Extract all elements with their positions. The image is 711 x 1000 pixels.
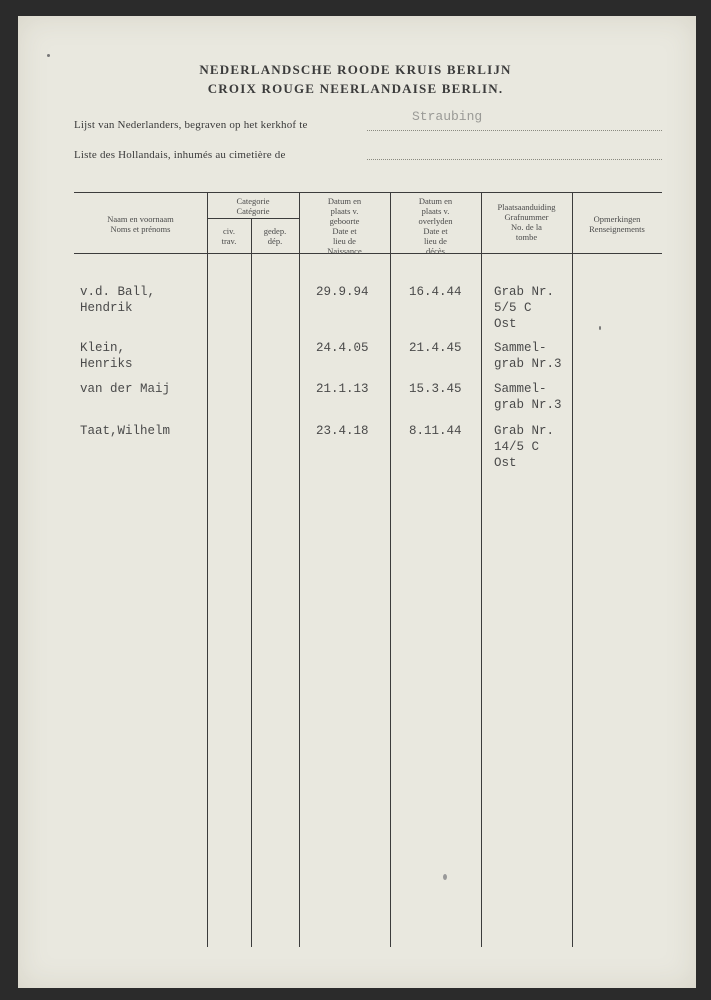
cemetery-label-dutch: Lijst van Nederlanders, begraven op het kerkhof te xyxy=(74,119,308,131)
cemetery-dotted-line-2 xyxy=(367,159,662,160)
header-remarks: Opmerkingen Renseignements xyxy=(589,214,645,234)
row-4-name: Taat,Wilhelm xyxy=(80,424,171,438)
row-3-grave: Sammel- grab Nr.3 xyxy=(494,382,562,412)
column-divider xyxy=(299,192,300,947)
row-4-grave: Grab Nr. 14/5 C Ost xyxy=(494,424,555,470)
header-gedep: gedep. dép. xyxy=(263,226,287,246)
row-2-grave: Sammel- grab Nr.3 xyxy=(494,341,562,371)
column-divider xyxy=(207,192,208,947)
header-death: Datum en plaats v. overlyden Date et lieu de décès xyxy=(418,196,453,256)
header-grave: Plaatsaanduiding Grafnummer No. de la tombe xyxy=(497,202,556,242)
row-1-death: 16.4.44 xyxy=(409,285,462,299)
cemetery-dotted-line xyxy=(367,130,662,131)
column-divider xyxy=(390,192,391,947)
column-divider xyxy=(481,192,482,947)
row-1-birth: 29.9.94 xyxy=(316,285,369,299)
row-2-birth: 24.4.05 xyxy=(316,341,369,355)
cemetery-label-french: Liste des Hollandais, inhumés au cimetière de xyxy=(74,149,286,161)
row-3-birth: 21.1.13 xyxy=(316,382,369,396)
paper-speck xyxy=(47,54,50,57)
row-2-death: 21.4.45 xyxy=(409,341,462,355)
paper-speck xyxy=(599,326,601,330)
column-divider xyxy=(572,192,573,947)
document-page xyxy=(18,16,696,988)
row-4-death: 8.11.44 xyxy=(409,424,462,438)
row-1-grave: Grab Nr. 5/5 C Ost xyxy=(494,285,555,331)
paper-speck xyxy=(443,874,447,880)
row-1-name: v.d. Ball, Hendrik xyxy=(80,285,156,315)
category-divider xyxy=(207,218,299,219)
table-top-border xyxy=(74,192,662,193)
header-birth: Datum en plaats v. geboorte Date et lieu de Naissance xyxy=(327,196,362,256)
column-divider xyxy=(251,218,252,947)
header-civ: civ. trav. xyxy=(221,226,237,246)
row-2-name: Klein, Henriks xyxy=(80,341,133,371)
row-3-name: van der Maij xyxy=(80,382,171,396)
title-dutch: NEDERLANDSCHE ROODE KRUIS BERLIJN xyxy=(199,62,512,77)
cemetery-place: Straubing xyxy=(412,109,483,124)
row-4-birth: 23.4.18 xyxy=(316,424,369,438)
row-3-death: 15.3.45 xyxy=(409,382,462,396)
header-category: Categorie Catégorie xyxy=(236,196,270,216)
header-name: Naam en voornaam Noms et prénoms xyxy=(107,214,174,234)
title-french: CROIX ROUGE NEERLANDAISE BERLIN. xyxy=(207,81,504,96)
